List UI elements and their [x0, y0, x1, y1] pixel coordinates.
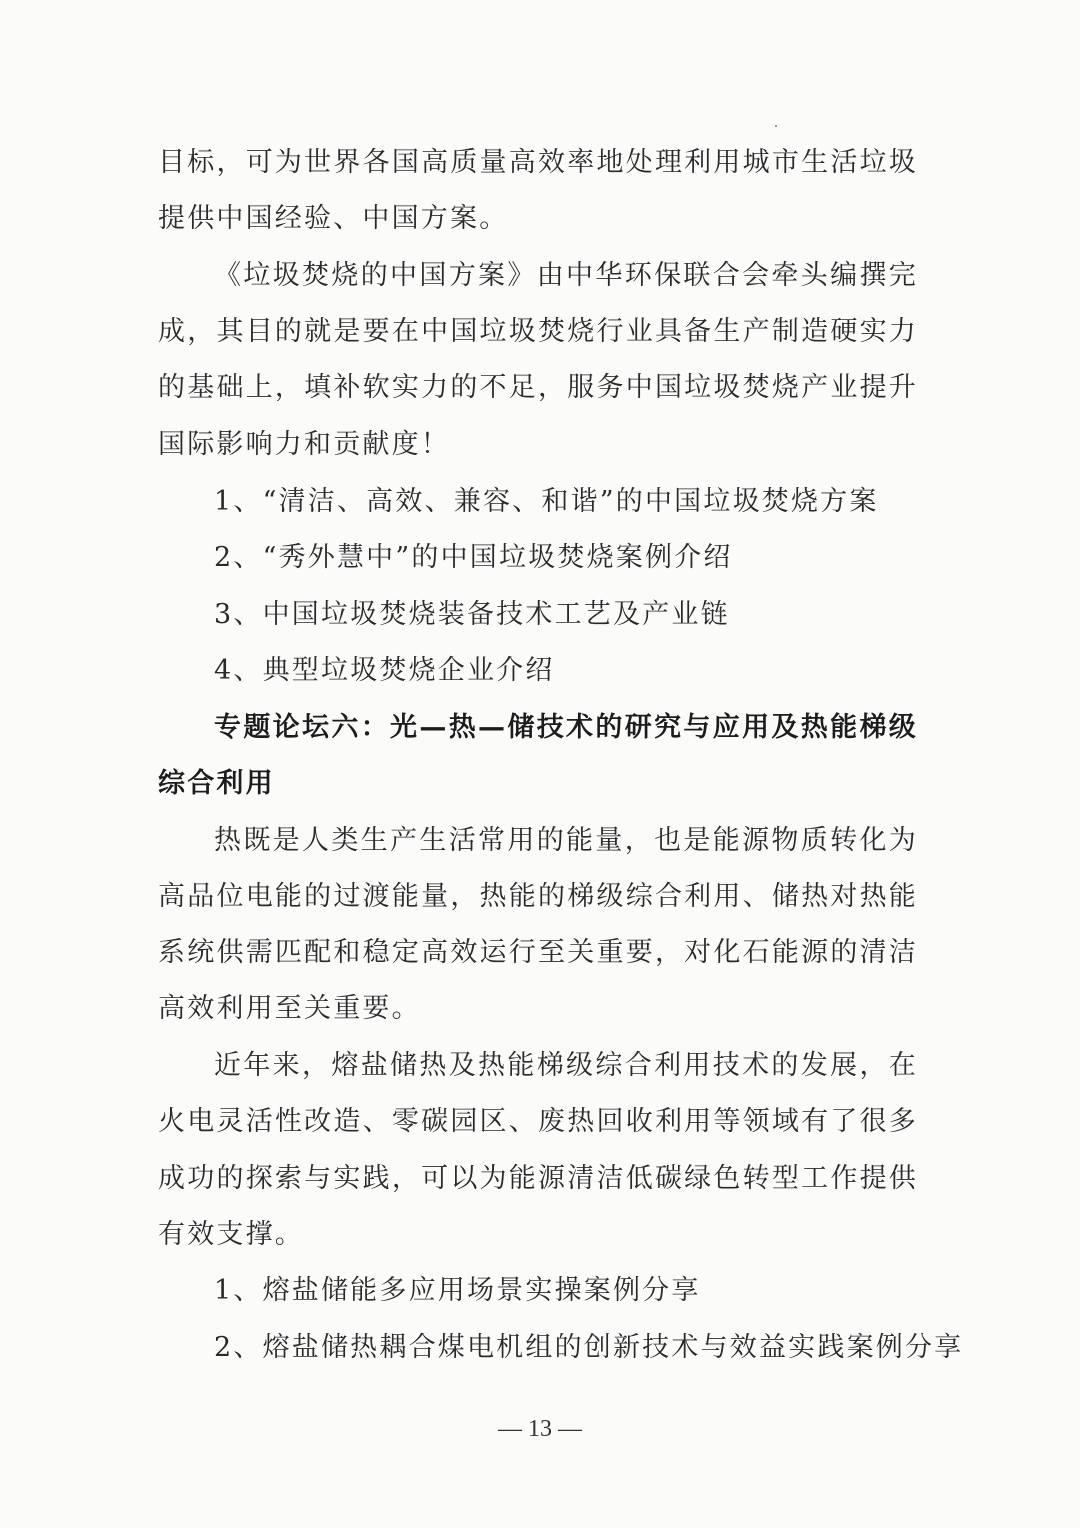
paragraph-line: 高效利用至关重要。: [158, 993, 421, 1024]
list-item: 3、中国垃圾焚烧装备技术工艺及产业链: [214, 599, 730, 630]
page-number: — 13 —: [498, 1416, 582, 1442]
paragraph-line: 热既是人类生产生活常用的能量，也是能源物质转化为: [214, 825, 918, 856]
paragraph-line: 火电灵活性改造、零碳园区、废热回收利用等领域有了很多: [158, 1106, 918, 1137]
paragraph-line: 目标，可为世界各国高质量高效率地处理利用城市生活垃圾: [158, 147, 918, 178]
list-item: 1、“清洁、高效、兼容、和谐”的中国垃圾焚烧方案: [214, 486, 879, 517]
list-item: 1、熔盐储能多应用场景实操案例分享: [214, 1275, 701, 1306]
list-item: 4、典型垃圾焚烧企业介绍: [214, 655, 555, 686]
list-item: 2、熔盐储热耦合煤电机组的创新技术与效益实践案例分享: [214, 1332, 964, 1363]
paragraph-line: 系统供需匹配和稳定高效运行至关重要，对化石能源的清洁: [158, 937, 918, 968]
paragraph-line: 近年来，熔盐储热及热能梯级综合利用技术的发展，在: [214, 1050, 918, 1081]
list-item: 2、“秀外慧中”的中国垃圾焚烧案例介绍: [214, 542, 733, 573]
paragraph-line: 成功的探索与实践，可以为能源清洁低碳绿色转型工作提供: [158, 1163, 918, 1194]
section-heading: 综合利用: [158, 768, 275, 799]
paragraph-line: 成，其目的就是要在中国垃圾焚烧行业具备生产制造硬实力: [158, 316, 918, 347]
paragraph-line: 有效支撑。: [158, 1219, 304, 1250]
paragraph-line: 高品位电能的过渡能量，热能的梯级综合利用、储热对热能: [158, 881, 918, 912]
paragraph-line: 《垃圾焚烧的中国方案》由中华环保联合会牵头编撰完: [214, 260, 918, 291]
paragraph-line: 的基础上，填补软实力的不足，服务中国垃圾焚烧产业提升: [158, 372, 918, 403]
paragraph-line: 提供中国经验、中国方案。: [158, 203, 509, 234]
scan-speck: [775, 125, 777, 127]
paragraph-line: 国际影响力和贡献度！: [158, 429, 450, 460]
section-heading: 专题论坛六：光—热—储技术的研究与应用及热能梯级: [214, 712, 918, 743]
